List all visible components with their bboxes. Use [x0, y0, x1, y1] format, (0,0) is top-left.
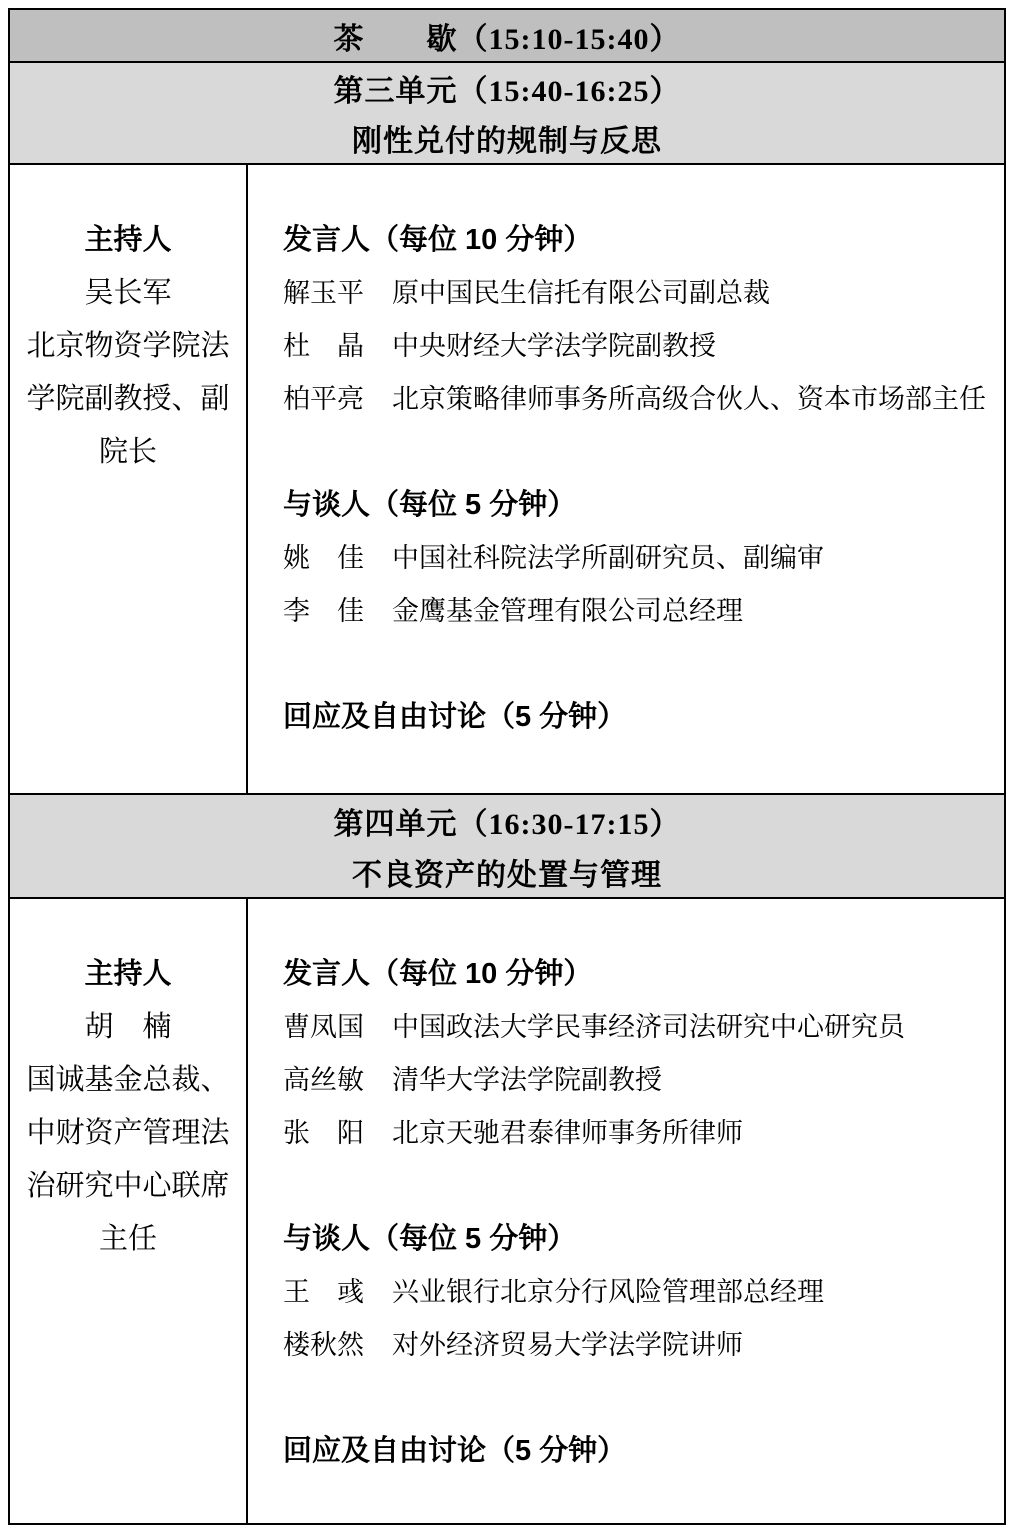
- session-3-topic: 刚性兑付的规制与反思: [352, 125, 662, 158]
- moderator-affiliation-line: 治研究中心联席: [26, 1170, 230, 1202]
- speaker-title: 北京策略律师事务所高级合伙人、资本市场部主任: [392, 384, 986, 414]
- moderator-affiliation-line: 中财资产管理法: [26, 1117, 230, 1149]
- session-3-moderator-cell: [10, 165, 248, 793]
- tea-break-label: 茶 歇（15:10-15:40）: [333, 22, 681, 56]
- speaker-row: [283, 1001, 994, 1054]
- discussion-label: 回应及自由讨论（5 分钟）: [283, 701, 627, 733]
- discussants-header: 与谈人（每位 5 分钟）: [283, 489, 577, 521]
- agenda-table: [8, 8, 1006, 1525]
- discussion-label: 回应及自由讨论（5 分钟）: [283, 1435, 627, 1467]
- moderator-affiliation-line: 国诚基金总裁、: [26, 1064, 230, 1096]
- discussant-row: [283, 1319, 994, 1372]
- tea-break-row: [10, 10, 1004, 63]
- session-3-speakers-cell: [248, 165, 1004, 793]
- session-3-header-band: [10, 63, 1004, 165]
- session-4-header-band: [10, 795, 1004, 899]
- discussant-name: 楼秋然: [283, 1330, 364, 1360]
- speaker-title: 清华大学法学院副教授: [392, 1065, 662, 1095]
- speaker-title: 原中国民生信托有限公司副总裁: [392, 278, 770, 308]
- discussant-title: 金鹰基金管理有限公司总经理: [392, 596, 743, 626]
- moderator-affiliation-line: 主任: [98, 1223, 157, 1255]
- session-4-topic: 不良资产的处置与管理: [352, 858, 662, 892]
- speaker-row: [283, 1107, 994, 1160]
- moderator-name: 胡 楠: [84, 1011, 172, 1043]
- session-4-speakers-cell: [248, 899, 1004, 1523]
- speaker-name: 解玉平: [283, 278, 364, 308]
- speaker-name: 高丝敏: [283, 1065, 364, 1095]
- blank-line: [283, 638, 994, 691]
- session-4-unit-title: 第四单元（16:30-17:15）: [333, 807, 681, 841]
- blank-line: [283, 1372, 994, 1425]
- speaker-name: 柏平亮: [283, 384, 364, 414]
- speakers-header: 发言人（每位 10 分钟）: [283, 224, 593, 256]
- discussant-title: 中国社科院法学所副研究员、副编审: [392, 543, 824, 573]
- speaker-row: [283, 373, 994, 426]
- speakers-header: 发言人（每位 10 分钟）: [283, 958, 593, 990]
- session-3-unit-title: 第三单元（15:40-16:25）: [333, 75, 681, 108]
- session-4-moderator-cell: [10, 899, 248, 1523]
- moderator-affiliation-line: 院长: [98, 436, 157, 468]
- discussant-name: 李 佳: [283, 596, 364, 626]
- speaker-name: 杜 晶: [283, 331, 364, 361]
- speaker-row: [283, 267, 994, 320]
- blank-line: [283, 426, 994, 479]
- moderator-role-label: 主持人: [84, 958, 172, 990]
- discussant-row: [283, 1266, 994, 1319]
- session-3-body-row: [10, 165, 1004, 795]
- discussant-title: 兴业银行北京分行风险管理部总经理: [392, 1277, 824, 1307]
- moderator-affiliation-line: 北京物资学院法: [26, 330, 230, 362]
- speaker-name: 张 阳: [283, 1118, 364, 1148]
- discussant-row: [283, 585, 994, 638]
- moderator-name: 吴长军: [84, 277, 172, 309]
- speaker-title: 北京天驰君泰律师事务所律师: [392, 1118, 743, 1148]
- discussant-name: 王 彧: [283, 1277, 364, 1307]
- speaker-title: 中央财经大学法学院副教授: [392, 331, 716, 361]
- discussant-row: [283, 532, 994, 585]
- speaker-row: [283, 320, 994, 373]
- discussant-name: 姚 佳: [283, 543, 364, 573]
- discussant-title: 对外经济贸易大学法学院讲师: [392, 1330, 743, 1360]
- moderator-role-label: 主持人: [84, 224, 172, 256]
- discussants-header: 与谈人（每位 5 分钟）: [283, 1223, 577, 1255]
- speaker-row: [283, 1054, 994, 1107]
- speaker-name: 曹凤国: [283, 1012, 364, 1042]
- blank-line: [283, 1160, 994, 1213]
- session-4-body-row: [10, 899, 1004, 1523]
- moderator-affiliation-line: 学院副教授、副: [26, 383, 230, 415]
- speaker-title: 中国政法大学民事经济司法研究中心研究员: [392, 1012, 905, 1042]
